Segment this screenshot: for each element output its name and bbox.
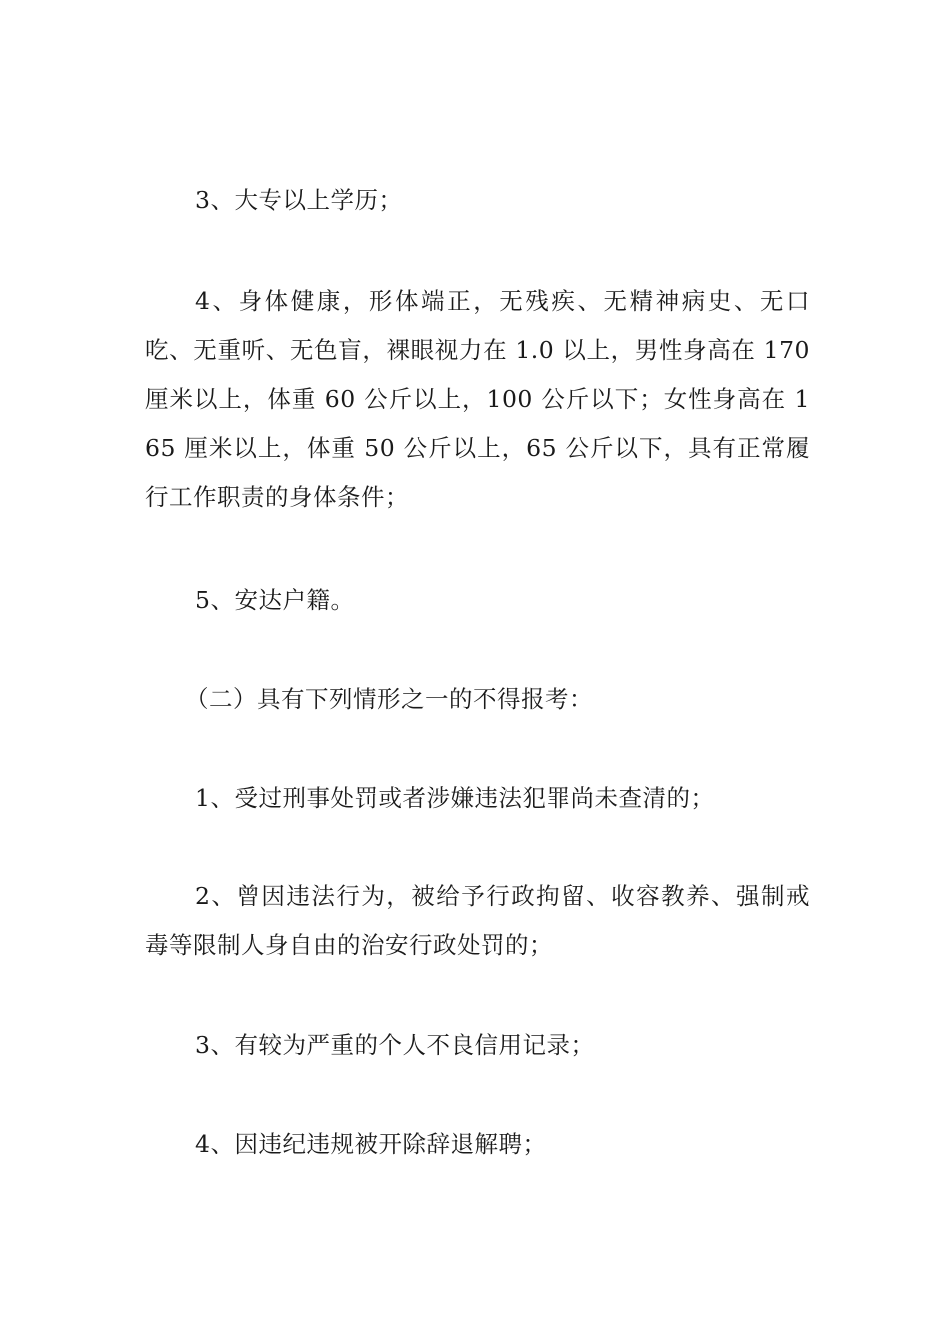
paragraph-education-requirement: 3、大专以上学历； [195, 186, 403, 214]
section-heading-disqualifications: （二）具有下列情形之一的不得报考： [185, 685, 593, 713]
paragraph-residency-requirement: 5、安达户籍。 [195, 586, 355, 614]
paragraph-disqualification-3: 3、有较为严重的个人不良信用记录； [195, 1031, 595, 1059]
paragraph-health-requirement: 4、身体健康，形体端正，无残疾、无精神病史、无口吃、无重听、无色盲，裸眼视力在 1.0 以上，男性身高在 170 厘米以上，体重 60 公斤以上，100 公斤以下；女性身高在 165 厘米以上，体重 50 公斤以上，65 公斤以下，具有正常履行工作职责的身体条件； [145, 287, 810, 511]
paragraph-disqualification-4: 4、因违纪违规被开除辞退解聘； [195, 1130, 547, 1158]
paragraph-disqualification-2: 2、曾因违法行为，被给予行政拘留、收容教养、强制戒毒等限制人身自由的治安行政处罚的； [145, 882, 810, 959]
paragraph-disqualification-1: 1、受过刑事处罚或者涉嫌违法犯罪尚未查清的； [195, 784, 715, 812]
